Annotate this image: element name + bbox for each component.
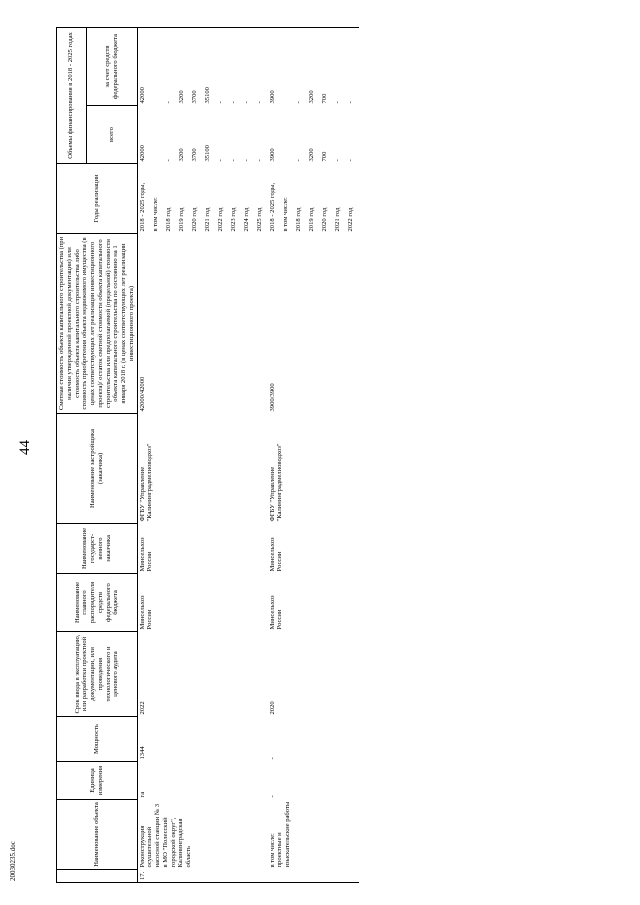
federal-value: 3900 (268, 27, 281, 105)
header-object-name: Наименование объекта (57, 800, 138, 870)
unit-value: га (138, 791, 146, 798)
state-customer-value: Минсельхоз России (138, 537, 154, 572)
estimate-cost-value: 3900/3900 (268, 383, 276, 412)
header-chief-manager: Наименование главного распорядителя средств федерального бюджета (57, 574, 138, 632)
federal-value: 3200 (307, 27, 320, 105)
year-label: 2022 год (216, 207, 224, 232)
year-label: 2023 год (229, 207, 237, 232)
year-label: в том числе: (151, 197, 159, 232)
federal-value (151, 27, 164, 105)
year-label: 2018 год (294, 207, 302, 232)
year-label: 2019 год (307, 207, 315, 232)
year-label: 2020 год (320, 207, 328, 232)
term-value: 2022 (138, 701, 146, 715)
chief-manager-value: Минсельхоз России (138, 595, 154, 630)
year-label: 2021 год (203, 207, 211, 232)
year-label: 2018 год (164, 207, 172, 232)
federal-value: - (333, 27, 346, 105)
total-value: - (346, 159, 354, 162)
entry-number (268, 870, 359, 883)
footer-code: 20030235.doc (9, 841, 17, 881)
total-value: - (164, 159, 172, 162)
header-capacity: Мощность (57, 717, 138, 762)
developer-value: ФГБУ "Управление "Калининградмелиоводхоз" (268, 443, 284, 522)
federal-value: - (294, 27, 307, 105)
federal-value: 700 (320, 27, 333, 105)
rotated-table-area (56, 28, 627, 883)
total-value: 3200 (177, 148, 185, 162)
total-value: 700 (320, 151, 328, 162)
developer-value: ФГБУ "Управление "Калининградмелиоводхоз" (138, 443, 154, 522)
federal-value: 35100 (203, 27, 216, 105)
object-name: Реконструкция осушительной насосной станции № 3 в МО "Полесский городской округ", Калининградская область (138, 803, 193, 868)
total-value: - (229, 159, 237, 162)
estimate-cost-value: 42000/42000 (138, 376, 146, 412)
header-years: Годы реализации (57, 164, 138, 234)
header-unit: Единица измерения (57, 762, 138, 800)
header-estimate-cost: Сметная стоимость объекта капитального строительства (при наличии утвержденной проектной документации) или стоимость объекта капитального строительства либо стоимость приобретения объекта недвижимого имущества (в ценах соответствующих лет реализации инвестиционного проекта)/ остаток сметной стоимости объекта капитального строительства или предполагаемой (предельной) стоимости объекта капитального строительства по состоянию на 1 января 2018 г. (в ценах соответствующих лет реализации инвестиционного проекта) (57, 234, 138, 414)
federal-value: - (242, 27, 255, 105)
header-state-customer: Наименование государст-венного заказчика (57, 524, 138, 574)
total-value: 42000 (138, 145, 146, 162)
unit-value: - (268, 795, 276, 798)
term-value: 2020 (268, 701, 276, 715)
year-label: в том числе: (281, 197, 289, 232)
federal-value: 3700 (190, 27, 203, 105)
investment-table (56, 27, 359, 883)
header-term: Срок ввода в эксплуатацию, или разработки проектной документации, или проведения технологического и ценового аудита (57, 632, 138, 717)
year-label: 2021 год (333, 207, 341, 232)
total-value: 3700 (190, 148, 198, 162)
total-value (281, 106, 294, 164)
chief-manager-value: Минсельхоз России (268, 595, 284, 630)
year-label: 2020 год (190, 207, 198, 232)
page-number: 44 (17, 440, 33, 455)
header-total: всего (86, 106, 137, 164)
total-value: - (216, 159, 224, 162)
year-label: 2022 год (346, 207, 354, 232)
federal-value (281, 27, 294, 105)
year-label: 2019 год (177, 207, 185, 232)
total-value: 3900 (268, 148, 276, 162)
total-value: - (255, 159, 263, 162)
federal-value: - (346, 27, 359, 105)
federal-value: - (229, 27, 242, 105)
year-label: 2025 год (255, 207, 263, 232)
federal-value: - (216, 27, 229, 105)
capacity-value: - (268, 757, 276, 760)
object-name: в том числе: проектные и изыскательские работы (268, 801, 292, 868)
total-value: - (294, 159, 302, 162)
table-row (268, 27, 281, 882)
header-funding-group: Объемы финансирования в 2018 - 2025 годах (57, 27, 87, 163)
state-customer-value: Минсельхоз России (268, 537, 284, 572)
federal-value: - (255, 27, 268, 105)
header-number (57, 870, 138, 883)
federal-value: 42000 (137, 27, 151, 105)
year-label: 2018 - 2025 годы, (138, 182, 146, 232)
capacity-value: 1344 (138, 746, 146, 760)
header-federal: за счет средств федерального бюджета (86, 27, 137, 105)
total-value: - (333, 159, 341, 162)
header-developer: Наименование застройщика (заказчика) (57, 414, 138, 524)
total-value: 35100 (203, 145, 211, 162)
year-label: 2024 год (242, 207, 250, 232)
total-value: - (242, 159, 250, 162)
total-value: 3200 (307, 148, 315, 162)
total-value (151, 106, 164, 164)
table-row (137, 27, 151, 882)
year-label: 2018 - 2025 годы, (268, 182, 276, 232)
federal-value: 3200 (177, 27, 190, 105)
entry-number: 17. (137, 870, 268, 883)
federal-value: - (164, 27, 177, 105)
